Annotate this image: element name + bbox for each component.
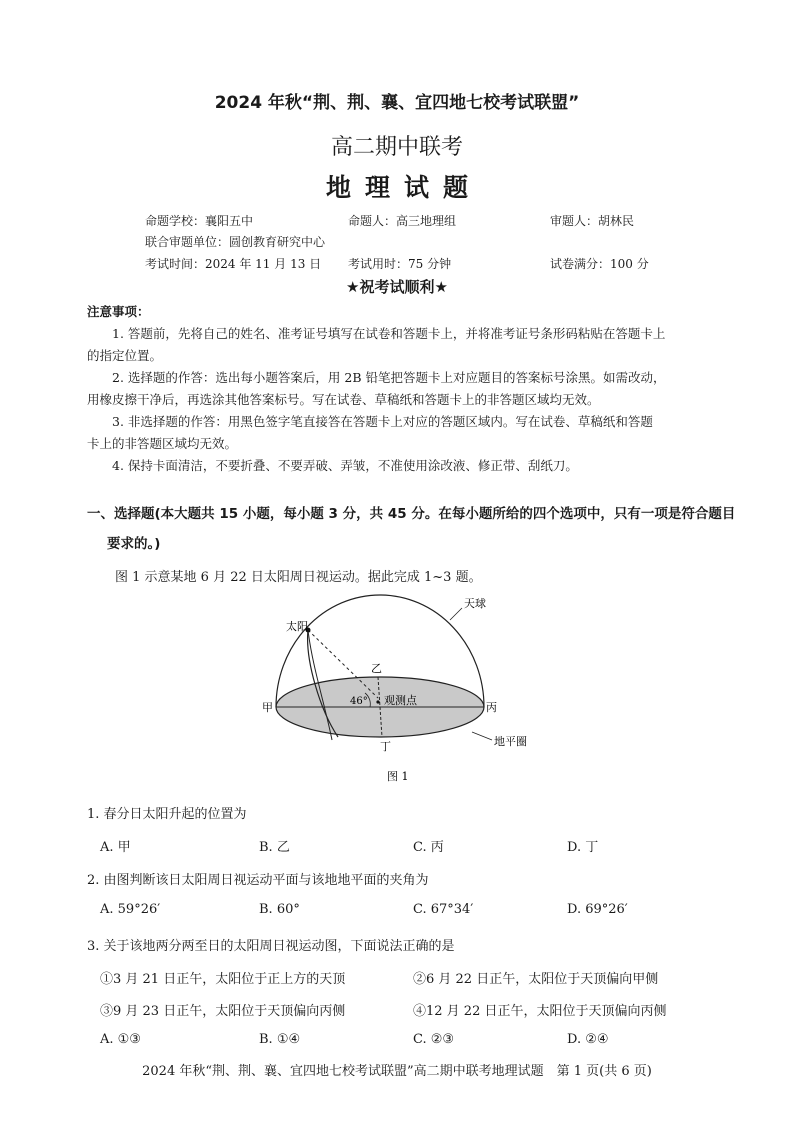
- meta-joint-review: 联合审题单位：圆创教育研究中心: [145, 235, 326, 249]
- note-4: 4. 保持卡面清洁，不要折叠、不要弄破、弄皱，不准使用涂改液、修正带、刮纸刀。: [112, 458, 578, 473]
- question-intro: 图 1 示意某地 6 月 22 日太阳周日视运动。据此完成 1~3 题。: [115, 570, 482, 585]
- exam-union-title: 2024 年秋“荆、荆、襄、宜四地七校考试联盟”: [214, 93, 580, 113]
- figure-caption: 图 1: [387, 770, 409, 783]
- label-bing: 丙: [486, 701, 497, 714]
- figure-1-sun-path-diagram: [250, 590, 550, 785]
- q2-option-c: C. 67°34′: [413, 902, 474, 917]
- sphere-pointer: [450, 608, 462, 620]
- q3-option-d: D. ②④: [567, 1032, 609, 1047]
- observer-dot: [376, 700, 379, 703]
- meta-author: 命题人：高三地理组: [348, 214, 457, 228]
- note-3-line-2: 卡上的非答题区域均无效。: [87, 436, 238, 451]
- note-1-line-2: 的指定位置。: [87, 348, 163, 363]
- label-yi: 乙: [371, 662, 382, 675]
- meta-reviewer: 审题人：胡林民: [550, 214, 635, 228]
- q1-stem: 1. 春分日太阳升起的位置为: [87, 807, 247, 822]
- q1-option-b: B. 乙: [259, 840, 290, 855]
- note-2-line-2: 用橡皮擦干净后，再选涂其他答案标号。写在试卷、草稿纸和答题卡上的非答题区域均无效。: [87, 392, 600, 407]
- meta-duration: 考试用时：75 分钟: [348, 257, 452, 271]
- q2-option-a: A. 59°26′: [100, 902, 161, 917]
- meta-school: 命题学校：襄阳五中: [145, 214, 254, 228]
- q1-option-a: A. 甲: [100, 840, 131, 855]
- q3-stem: 3. 关于该地两分两至日的太阳周日视运动图，下面说法正确的是: [87, 939, 455, 954]
- label-horizon: 地平圈: [494, 735, 527, 748]
- q1-option-c: C. 丙: [413, 840, 444, 855]
- label-angle: 46°: [350, 696, 368, 707]
- page-footer: 2024 年秋“荆、荆、襄、宜四地七校考试联盟”高二期中联考地理试题 第 1 页(共 6 页): [142, 1064, 652, 1079]
- note-1-line-1: 1. 答题前，先将自己的姓名、准考证号填写在试卷和答题卡上，并将准考证号条形码粘贴在答题卡上: [112, 326, 666, 341]
- note-3-line-1: 3. 非选择题的作答：用黑色签字笔直接答在答题卡上对应的答题区域内。写在试卷、草稿纸和答题: [112, 414, 653, 429]
- section-1-heading: 一、选择题(本大题共 15 小题，每小题 3 分，共 45 分。在每小题所给的四个选项中，只有一项是符合题目: [87, 506, 736, 522]
- label-ding: 丁: [380, 740, 391, 753]
- note-2-line-1: 2. 选择题的作答：选出每小题答案后，用 2B 铅笔把答题卡上对应题目的答案标号涂黑。如需改动，: [112, 370, 666, 385]
- q3-statement-4: ④12 月 22 日正午，太阳位于天顶偏向丙侧: [413, 1004, 667, 1019]
- exam-name: 高二期中联考: [330, 135, 463, 160]
- meta-date: 考试时间：2024 年 11 月 13 日: [145, 257, 322, 271]
- q2-option-b: B. 60°: [259, 902, 300, 917]
- meta-full-score: 试卷满分：100 分: [550, 257, 649, 271]
- q3-option-c: C. ②③: [413, 1032, 455, 1047]
- label-observer: 观测点: [384, 694, 417, 707]
- q3-option-a: A. ①③: [100, 1032, 141, 1047]
- q2-option-d: D. 69°26′: [567, 902, 628, 917]
- label-sun: 太阳: [286, 620, 308, 633]
- label-celestial-sphere: 天球: [464, 597, 486, 610]
- q2-stem: 2. 由图判断该日太阳周日视运动平面与该地地平面的夹角为: [87, 873, 429, 888]
- good-luck-banner: ★祝考试顺利★: [346, 278, 448, 296]
- q3-option-b: B. ①④: [259, 1032, 301, 1047]
- horizon-pointer: [472, 732, 492, 740]
- q3-statement-1: ①3 月 21 日正午，太阳位于正上方的天顶: [100, 972, 346, 987]
- section-1-heading-cont: 要求的。): [107, 536, 161, 552]
- subject-title: 地理试题: [325, 173, 482, 202]
- q1-option-d: D. 丁: [567, 840, 599, 855]
- q3-statement-3: ③9 月 23 日正午，太阳位于天顶偏向丙侧: [100, 1004, 346, 1019]
- notes-title: 注意事项：: [87, 304, 150, 319]
- q3-statement-2: ②6 月 22 日正午，太阳位于天顶偏向甲侧: [413, 972, 659, 987]
- label-jia: 甲: [262, 701, 273, 714]
